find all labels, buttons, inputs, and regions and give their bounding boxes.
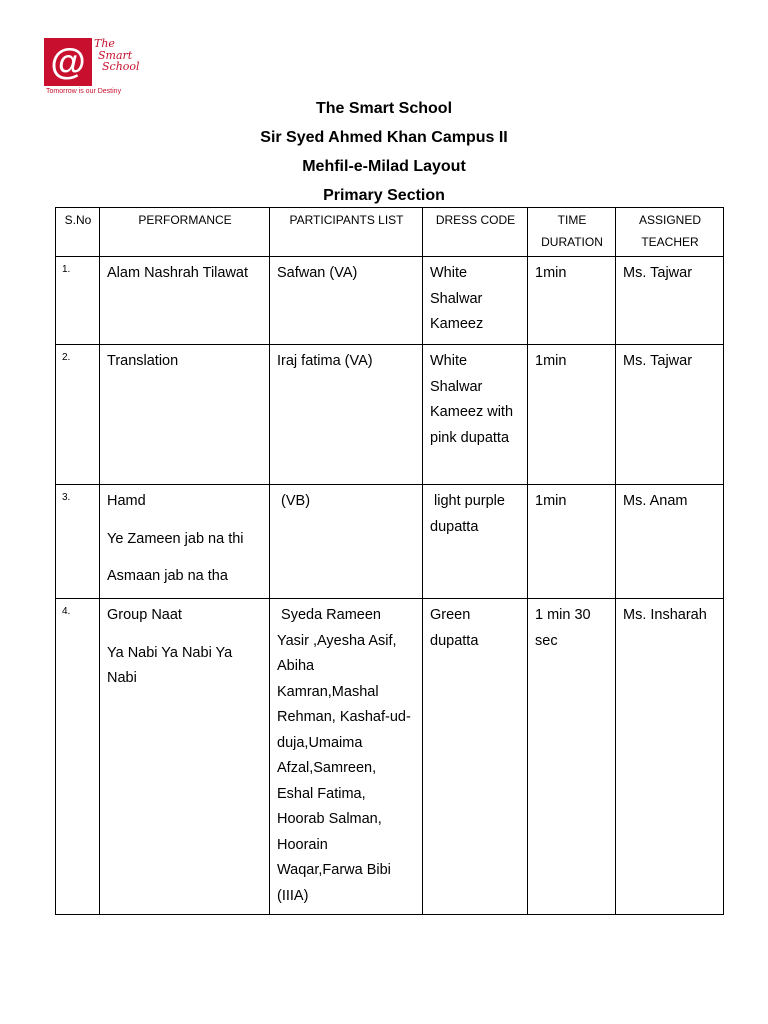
- column-header: PARTICIPANTS LIST: [270, 208, 423, 257]
- column-header: S.No: [56, 208, 100, 257]
- performance-line: Ye Zameen jab na thi: [107, 530, 244, 547]
- teacher-cell: Ms. Anam: [616, 485, 724, 599]
- participants-cell: Safwan (VA): [270, 257, 423, 345]
- performance-line: Asmaan jab na tha: [107, 568, 228, 584]
- row-number: 3.: [56, 485, 100, 599]
- teacher-cell: Ms. Insharah: [616, 599, 724, 915]
- performance-line: Ya Nabi Ya Nabi Ya Nabi: [107, 644, 233, 686]
- event-title: Mehfil-e-Milad Layout: [302, 158, 466, 175]
- performance-cell: [100, 345, 270, 485]
- performance-line: Alam Nashrah Tilawat: [107, 265, 249, 281]
- performance-cell: [100, 485, 270, 599]
- performance-line: Hamd: [107, 493, 146, 509]
- row-number: 4.: [56, 599, 100, 915]
- performance-cell: [100, 599, 270, 915]
- campus-title: Sir Syed Ahmed Khan Campus II: [260, 129, 508, 146]
- column-header: DRESS CODE: [423, 208, 528, 257]
- dress-code-cell: White Shalwar Kameez with pink dupatta: [423, 345, 528, 485]
- school-logo: [44, 38, 159, 100]
- column-header: PERFORMANCE: [100, 208, 270, 257]
- performance-line: Translation: [107, 353, 179, 369]
- logo-tagline: Tomorrow is our Destiny: [46, 88, 122, 95]
- row-number: 1.: [56, 257, 100, 345]
- teacher-cell: Ms. Tajwar: [616, 345, 724, 485]
- table-row: [56, 345, 724, 485]
- dress-code-cell: light purple dupatta: [423, 485, 528, 599]
- table-row: [56, 485, 724, 599]
- column-header: ASSIGNED TEACHER: [616, 208, 724, 257]
- table-header-row: [56, 208, 724, 257]
- performance-cell: [100, 257, 270, 345]
- time-cell: 1min: [528, 485, 616, 599]
- table-row: [56, 257, 724, 345]
- participants-cell: (VB): [270, 485, 423, 599]
- table-row: [56, 599, 724, 915]
- time-cell: 1min: [528, 345, 616, 485]
- performance-line: Group Naat: [107, 607, 182, 623]
- at-symbol-logo-icon: [44, 38, 92, 86]
- participants-cell: Syeda Rameen Yasir ,Ayesha Asif, Abiha Kamran,Mashal Rehman, Kashaf-ud-duja,Umaima Afzal,Samreen, Eshal Fatima, Hoorab Salman, Hoorain Waqar,Farwa Bibi (IIIA): [270, 599, 423, 915]
- section-title: Primary Section: [323, 187, 445, 204]
- time-cell: 1min: [528, 257, 616, 345]
- logo-name: [94, 38, 140, 73]
- dress-code-cell: Green dupatta: [423, 599, 528, 915]
- logo-name-line: School: [102, 60, 140, 73]
- participants-cell: Iraj fatima (VA): [270, 345, 423, 485]
- logo-name-line: The: [94, 37, 115, 50]
- dress-code-cell: White Shalwar Kameez: [423, 257, 528, 345]
- program-table: [55, 207, 724, 915]
- logo-symbol: @: [50, 41, 86, 82]
- logo-name-line: Smart: [98, 48, 133, 62]
- column-header: TIME DURATION: [528, 208, 616, 257]
- school-title: The Smart School: [315, 100, 453, 117]
- teacher-cell: Ms. Tajwar: [616, 257, 724, 345]
- document-headings: [0, 94, 768, 210]
- row-number: 2.: [56, 345, 100, 485]
- time-cell: 1 min 30 sec: [528, 599, 616, 915]
